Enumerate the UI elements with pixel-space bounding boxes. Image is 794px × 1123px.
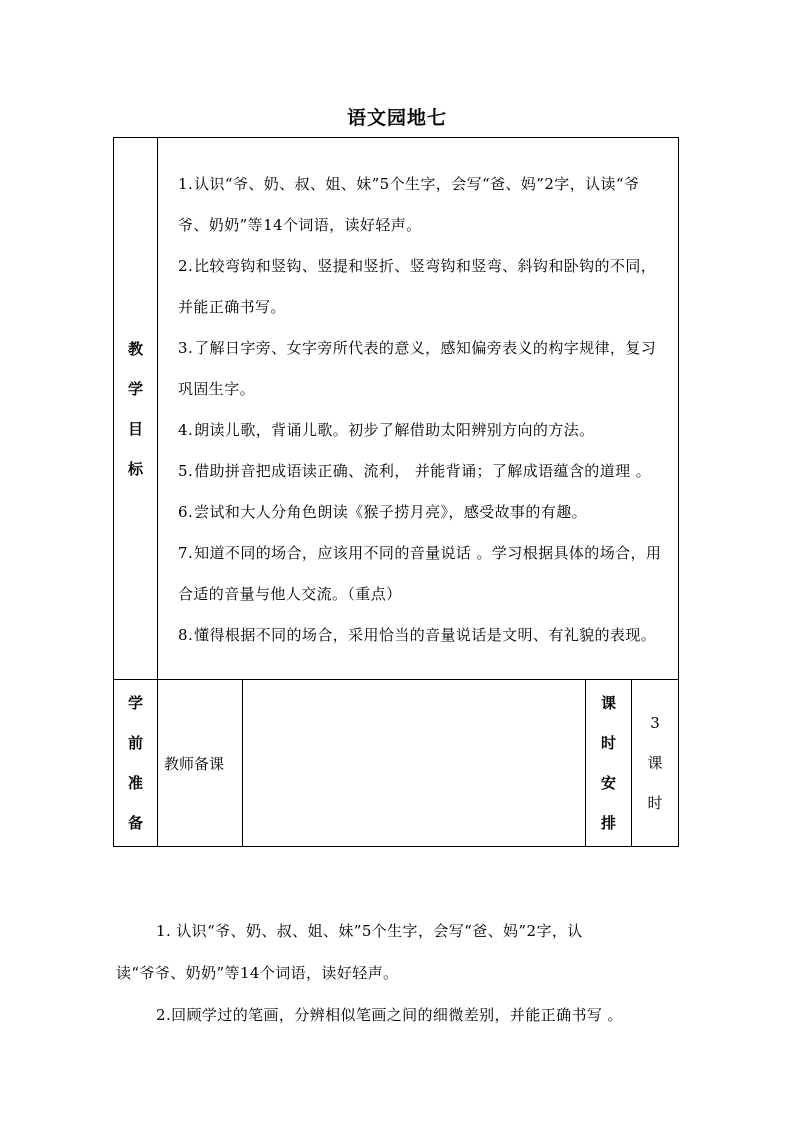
empty-cell bbox=[243, 680, 586, 847]
schedule-value-cell bbox=[632, 680, 679, 847]
prep-label-char: 备 bbox=[127, 814, 143, 832]
body-paragraph-2: 2.回顾学过的笔画，分辨相似笔画之间的细微差别，并能正确书写 。 bbox=[156, 1006, 623, 1024]
goal-text: 知道不同的场合，应该用不同的音量说话 。学习根据具体的场合，用合适的音量与他人交流。（重点） bbox=[178, 544, 662, 603]
prep-label-char: 学 bbox=[127, 694, 143, 712]
goals-label-char: 标 bbox=[127, 459, 143, 478]
goal-number: 2. bbox=[178, 257, 194, 275]
goal-text: 了解日字旁、女字旁所代表的意义，感知偏旁表义的构字规律，复习巩固生字。 bbox=[178, 339, 657, 398]
goal-text: 比较弯钩和竖钩、竖提和竖折、竖弯钩和竖弯、斜钩和卧钩的不同，并能正确书写。 bbox=[178, 257, 657, 316]
goals-label-char: 教 bbox=[127, 339, 143, 358]
goal-item bbox=[166, 451, 670, 492]
goal-text: 认识“爷、奶、叔、姐、妹”5个生字，会写“爸、妈”2字，认读“爷爷、奶奶”等14个词语，读好轻声。 bbox=[178, 175, 640, 234]
goal-text: 懂得根据不同的场合，采用恰当的音量说话是文明、有礼貌的表现。 bbox=[194, 626, 657, 644]
body-paragraph-1-line-2: 读“爷爷、奶奶”等14个词语，读好轻声。 bbox=[116, 964, 399, 982]
goal-item bbox=[166, 328, 670, 410]
schedule-label-cell bbox=[586, 680, 632, 847]
goal-number: 1. bbox=[178, 175, 194, 193]
goal-text: 朗读儿歌，背诵儿歌。初步了解借助太阳辨别方向的方法。 bbox=[194, 421, 595, 439]
schedule-label-char: 安 bbox=[600, 774, 616, 792]
goal-number: 3. bbox=[178, 339, 194, 357]
schedule-label-char: 时 bbox=[600, 734, 616, 752]
prep-row bbox=[114, 680, 679, 847]
goal-text: 借助拼音把成语读正确、流利， 并能背诵；了解成语蕴含的道理 。 bbox=[194, 462, 652, 480]
schedule-label-char: 课 bbox=[600, 694, 616, 712]
goal-number: 8. bbox=[178, 626, 194, 644]
goal-item bbox=[166, 615, 670, 656]
body-text bbox=[116, 910, 676, 1036]
prep-value: 教师备课 bbox=[158, 680, 243, 847]
goal-item bbox=[166, 492, 670, 533]
goals-label-char: 学 bbox=[127, 379, 143, 398]
goal-item bbox=[166, 410, 670, 451]
schedule-label-char: 排 bbox=[600, 814, 616, 832]
goal-number: 7. bbox=[178, 544, 194, 562]
lesson-plan-table bbox=[113, 137, 679, 847]
schedule-value-part: 课 bbox=[647, 754, 663, 772]
goals-list bbox=[158, 138, 679, 680]
goals-label-cell bbox=[114, 138, 158, 680]
body-paragraph-1-line-1: 1. 认识“爷、奶、叔、姐、妹”5个生字，会写“爸、妈”2字，认 bbox=[156, 922, 583, 940]
page-title: 语文园地七 bbox=[346, 107, 447, 129]
prep-label-char: 准 bbox=[127, 774, 143, 792]
goal-number: 4. bbox=[178, 421, 194, 439]
schedule-value-part: 时 bbox=[647, 794, 663, 812]
goal-number: 5. bbox=[178, 462, 194, 480]
schedule-value-part: 3 bbox=[650, 714, 660, 732]
goal-item bbox=[166, 164, 670, 246]
prep-label-char: 前 bbox=[127, 734, 143, 752]
goal-text: 尝试和大人分角色朗读《猴子捞月亮》，感受故事的有趣。 bbox=[194, 503, 588, 521]
goals-label-char: 目 bbox=[127, 419, 143, 438]
goal-item bbox=[166, 246, 670, 328]
goal-number: 6. bbox=[178, 503, 194, 521]
goal-item bbox=[166, 533, 670, 615]
prep-label-cell bbox=[114, 680, 158, 847]
goals-row bbox=[114, 138, 679, 680]
